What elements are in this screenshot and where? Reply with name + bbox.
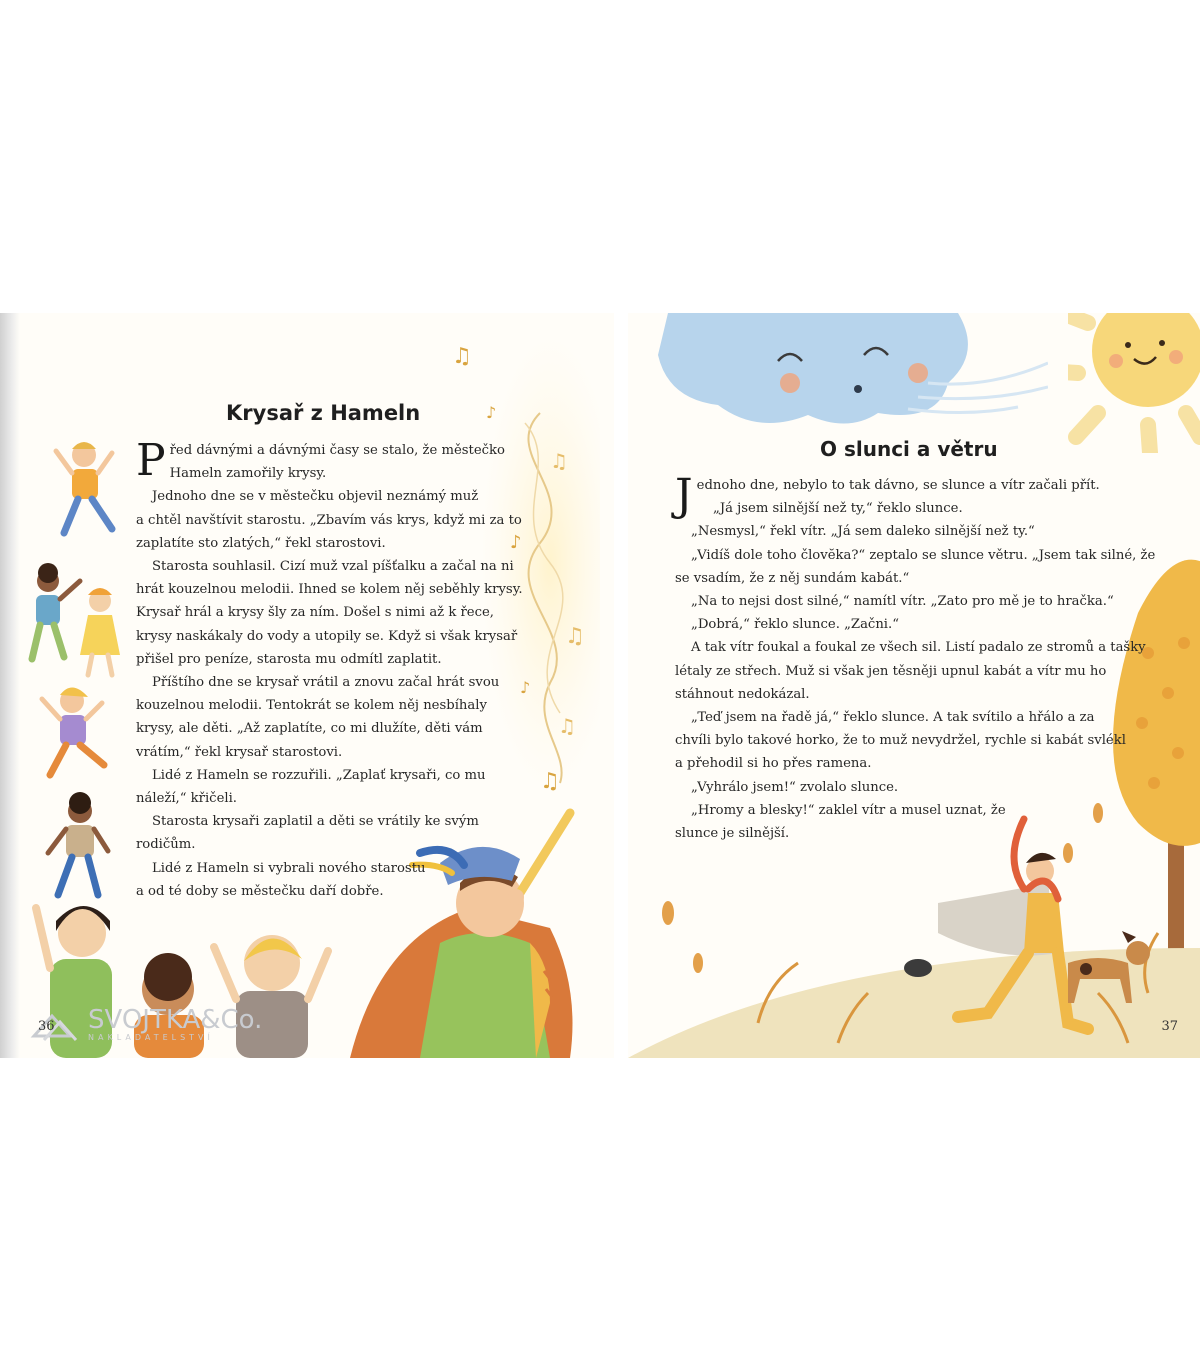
text-line: krysy naskákaly do vody a utopily se. Když si však krysař: [136, 628, 518, 644]
text-line: „Hromy a blesky!“ zaklel vítr a musel uznat, že: [691, 802, 1006, 818]
text-line: přišel pro peníze, starosta mu odmítl zaplatit.: [136, 651, 442, 667]
svg-text:♫: ♫: [565, 624, 585, 649]
text-line: „Nesmysl,“ řekl vítr. „Já sem daleko silnější než ty.“: [691, 524, 1035, 540]
text-line: „Teď jsem na řadě já,“ řeklo slunce. A tak svítilo a hřálo a za: [691, 710, 1095, 726]
cloud-illustration: [628, 313, 1048, 433]
svg-text:♫: ♫: [452, 344, 472, 369]
text-line: se vsadím, že z něj sundám kabát.“: [675, 570, 910, 586]
text-line: stáhnout nedokázal.: [675, 686, 810, 702]
left-page: [0, 313, 614, 1058]
text-line: řed dávnými a dávnými časy se stalo, že městečko: [169, 443, 505, 458]
text-line: Lidé z Hameln se rozzuřili. „Zaplať krysaři, co mu: [152, 767, 486, 783]
drop-cap: P: [136, 435, 166, 486]
right-page: [628, 313, 1200, 1058]
text-line: „Dobrá,“ řeklo slunce. „Začni.“: [691, 617, 899, 633]
page-number-right: 37: [1161, 1019, 1178, 1034]
story-text: [136, 435, 523, 903]
text-line: Lidé z Hameln si vybrali nového starostu: [152, 860, 426, 876]
svg-text:♫: ♫: [558, 714, 576, 738]
publisher-watermark: [88, 1005, 263, 1049]
text-line: vrátím,“ řekl krysař starostovi.: [136, 744, 343, 760]
text-line: Starosta souhlasil. Cizí muž vzal píšťalku a začal na ni: [152, 559, 514, 575]
text-line: ednoho dne, nebylo to tak dávno, se slunce a vítr začali přít.: [696, 478, 1100, 493]
story-text: [675, 470, 1156, 845]
text-line: „Vidíš dole toho človĕka?“ zeptalo se slunce větru. „Jsem tak silné, že: [691, 547, 1156, 563]
text-line: chvíli bylo takové horko, že to muž nevydržel, rychle si kabát svlékl: [675, 733, 1126, 749]
svg-text:♪: ♪: [510, 532, 522, 553]
text-line: Hameln zamořily krysy.: [169, 466, 327, 482]
text-line: „Na to nejsi dost silné,“ namítl vítr. „Zato pro mě je to hračka.“: [691, 594, 1114, 610]
text-line: hrát kouzelnou melodii. Ihned se kolem něj seběhly krysy.: [136, 582, 523, 598]
story-title: O slunci a větru: [820, 437, 998, 461]
story-title: Krysař z Hameln: [226, 401, 421, 425]
text-line: kouzelnou melodii. Tentokrát se kolem něj nesbíhaly: [136, 698, 487, 714]
svg-text:♪: ♪: [520, 678, 531, 697]
text-line: krysy, ale děti. „Až zaplatíte, co mi dlužíte, děti vám: [136, 721, 483, 737]
text-line: a chtěl navštívit starostu. „Zbavím vás krys, když mi za to: [136, 512, 522, 528]
svg-text:♫: ♫: [540, 769, 560, 793]
text-line: létaly ze střech. Muž si však jen těsněji upnul kabát a vítr mu ho: [675, 663, 1107, 679]
watermark-subtitle: NAKLADATELSTVÍ: [88, 1033, 214, 1042]
watermark-name: SVOJTKA&Co.: [88, 1005, 263, 1035]
text-line: rodičům.: [136, 837, 196, 853]
text-line: Jednoho dne se v městečku objevil neznámý muž: [152, 489, 479, 505]
text-line: Starosta krysaři zaplatil a děti se vrátily ke svým: [152, 814, 479, 830]
text-line: zaplatíte sto zlatých,“ řekl starostovi.: [136, 535, 386, 551]
book-spread: [0, 313, 1200, 1058]
text-line: „Vyhrálo jsem!“ zvolalo slunce.: [691, 779, 899, 795]
text-line: Příštího dne se krysař vrátil a znovu začal hrát svou: [152, 675, 500, 691]
page-gutter: [614, 313, 628, 1058]
text-line: A tak vítr foukal a foukal ze všech sil. Listí padalo ze stromů a tašky: [691, 640, 1146, 656]
svg-text:♫: ♫: [550, 449, 568, 473]
text-line: a od té doby se městečku daří dobře.: [136, 883, 384, 899]
sun-illustration: [1068, 313, 1200, 453]
text-line: Krysař hrál a krysy šly za ním. Došel s nimi až k řece,: [136, 605, 494, 621]
svg-text:♪: ♪: [486, 403, 497, 422]
text-line: náleží,“ křičeli.: [136, 791, 237, 807]
page-number-left: 36: [38, 1019, 55, 1034]
drop-cap: J: [675, 470, 693, 521]
text-line: a přehodil si ho přes ramena.: [675, 756, 872, 772]
text-line: slunce je silnější.: [675, 826, 790, 842]
text-line: „Já jsem silnější než ty,“ řeklo slunce.: [713, 501, 963, 517]
spine-shadow: [0, 313, 20, 1058]
